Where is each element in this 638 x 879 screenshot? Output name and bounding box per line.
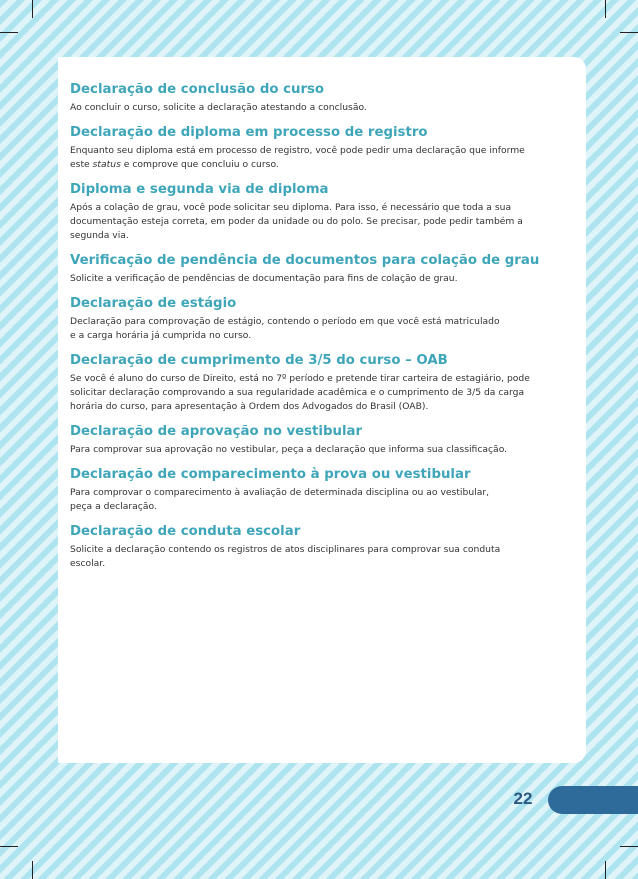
section-title: Diploma e segunda via de diploma	[70, 182, 329, 197]
section-text	[70, 272, 570, 286]
text-line: Enquanto seu diploma está em processo de registro, você pode pedir uma declaração que informe	[70, 145, 525, 156]
text-line: Após a colação de grau, você pode solicitar seu diploma. Para isso, é necessário que toda a sua	[70, 202, 512, 213]
section-text	[70, 443, 570, 457]
text-line: e a carga horária já cumprida no curso.	[70, 330, 252, 341]
section-title: Declaração de estágio	[70, 296, 237, 311]
section-title: Declaração de aprovação no vestibular	[70, 424, 363, 439]
text-line: segunda via.	[70, 230, 129, 241]
section-text	[70, 144, 570, 172]
section-title: Declaração de diploma em processo de registro	[70, 125, 428, 140]
text-line: documentação esteja correta, em poder da unidade ou do polo. Se precisar, pode pedir também a	[70, 216, 523, 227]
section-estagio	[70, 295, 570, 343]
section-oab	[70, 352, 570, 414]
section-text	[70, 101, 570, 115]
section-pendencia	[70, 252, 570, 286]
crop-mark	[605, 861, 606, 879]
section-title: Declaração de conclusão do curso	[70, 82, 325, 97]
page-number: 22	[513, 789, 533, 808]
text-line: peça a declaração.	[70, 501, 157, 512]
section-text	[70, 201, 570, 243]
section-comparecimento	[70, 466, 570, 514]
section-title: Declaração de conduta escolar	[70, 524, 301, 539]
section-diploma-registro	[70, 124, 570, 172]
text-line: Para comprovar sua aprovação no vestibular, peça a declaração que informa sua classificação.	[70, 444, 508, 455]
text-line: Solicite a declaração contendo os registros de atos disciplinares para comprovar sua conduta	[70, 544, 501, 555]
section-title: Declaração de comparecimento à prova ou vestibular	[70, 467, 471, 482]
text-line: solicitar declaração comprovando a sua regularidade acadêmica e o cumprimento de 3/5 da carga	[70, 387, 525, 398]
crop-mark	[32, 861, 33, 879]
section-text	[70, 315, 570, 343]
crop-mark	[605, 0, 606, 18]
section-text	[70, 486, 570, 514]
section-title: Verificação de pendência de documentos para colação de grau	[70, 253, 540, 268]
text-line: Declaração para comprovação de estágio, contendo o período em que você está matriculado	[70, 316, 500, 327]
section-text	[70, 543, 570, 571]
section-aprovacao	[70, 423, 570, 457]
text-line: Solicite a verificação de pendências de documentação para fins de colação de grau.	[70, 273, 458, 284]
crop-mark	[620, 846, 638, 847]
crop-mark	[32, 0, 33, 18]
page-tab	[548, 786, 638, 814]
section-segunda-via	[70, 181, 570, 243]
text-line: escolar.	[70, 558, 106, 569]
document-body	[70, 81, 570, 580]
text-line: este status e comprove que concluiu o curso.	[70, 159, 279, 170]
crop-mark	[620, 32, 638, 33]
text-line: Se você é aluno do curso de Direito, está no 7º período e pretende tirar carteira de estagiário, pode	[70, 373, 530, 384]
section-title: Declaração de cumprimento de 3/5 do curso – OAB	[70, 353, 448, 368]
crop-mark	[0, 32, 18, 33]
section-text	[70, 372, 570, 414]
section-conduta	[70, 523, 570, 571]
section-conclusao	[70, 81, 570, 115]
text-line: Ao concluir o curso, solicite a declaração atestando a conclusão.	[70, 102, 367, 113]
crop-mark	[0, 846, 18, 847]
text-line: Para comprovar o comparecimento à avaliação de determinada disciplina ou ao vestibular,	[70, 487, 490, 498]
text-line: horária do curso, para apresentação à Ordem dos Advogados do Brasil (OAB).	[70, 401, 429, 412]
